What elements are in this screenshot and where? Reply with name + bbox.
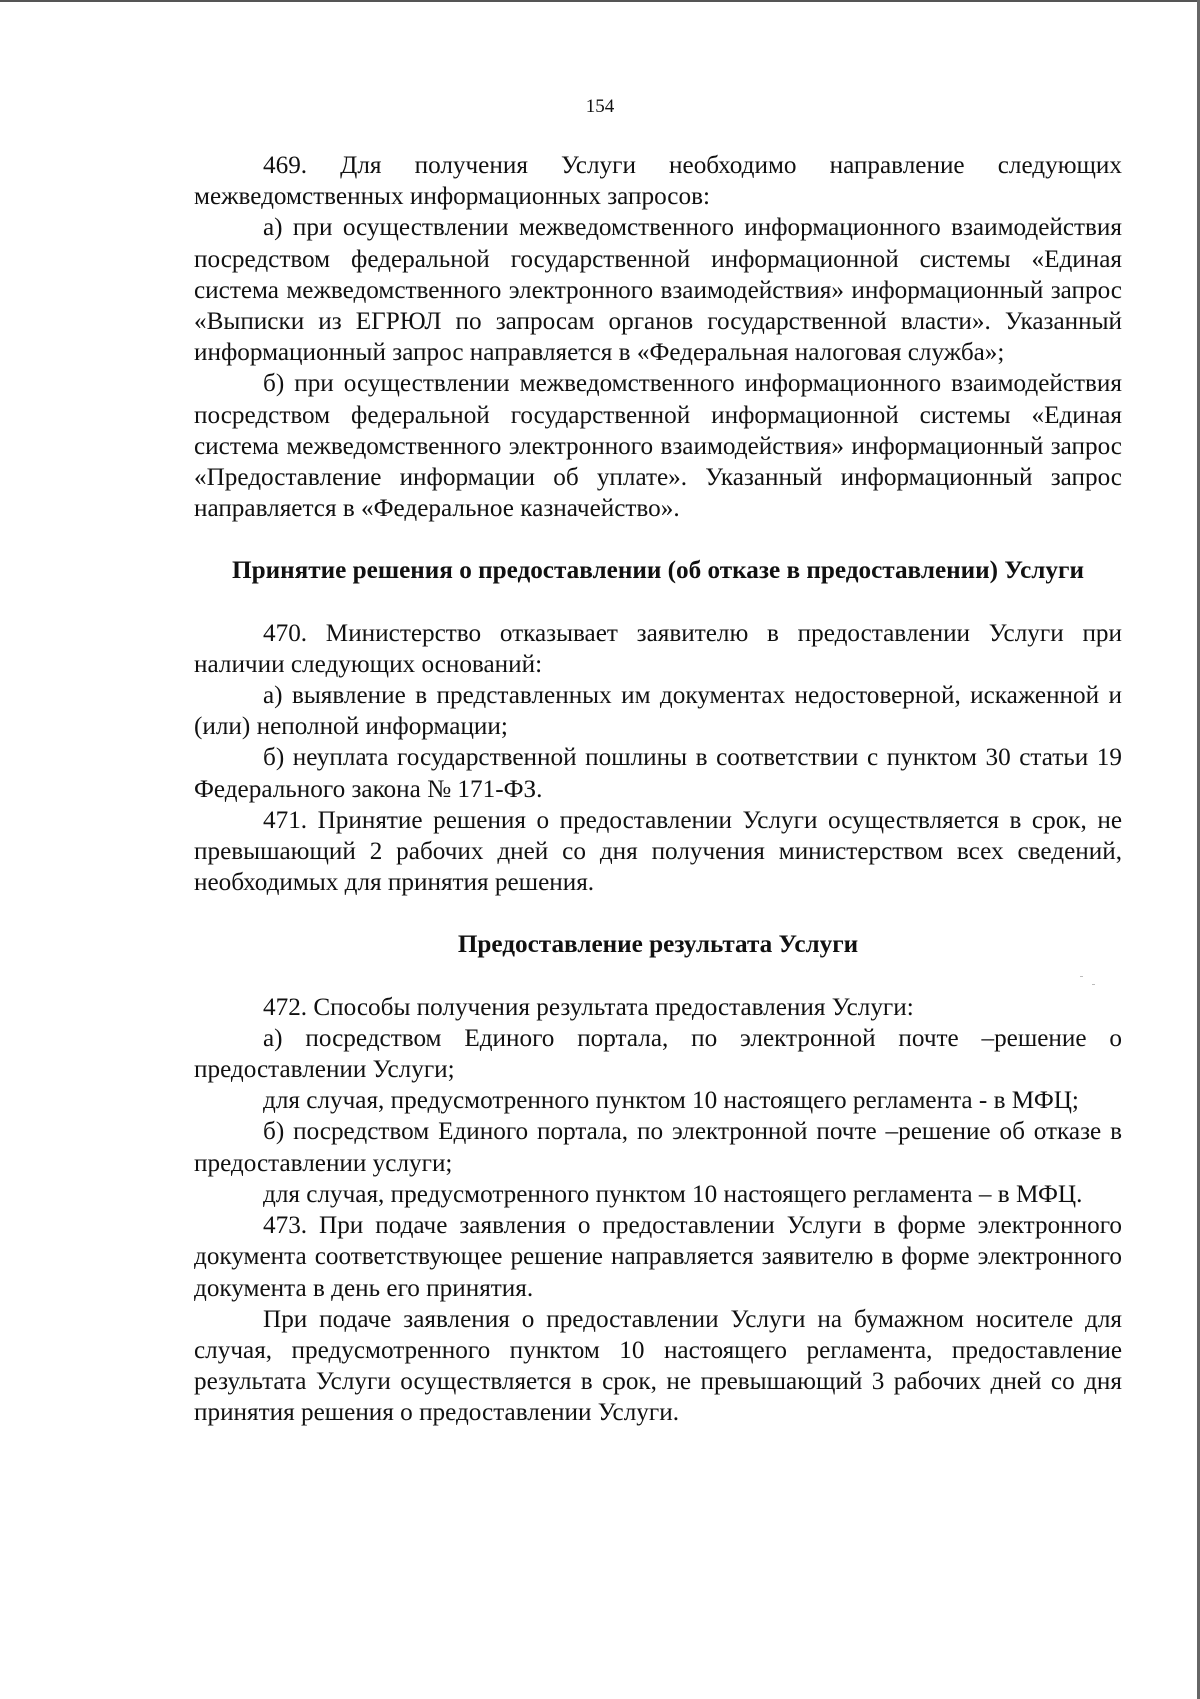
paragraph-473: 473. При подаче заявления о предоставлении Услуги в форме электронного документа соответствующее решение направляется заявителю в форме электронного документа в день его принятия. [194,1212,1122,1302]
scan-speck [1080,976,1083,977]
scan-border-top [0,0,1200,2]
paragraph-469-b: б) при осуществлении межведомственного информационного взаимодействия посредством федеральной государственной информационной системы «Единая система межведомственного электронного взаимодействия» информационный запрос «Предоставление информации об уплате». Указанный информационный запрос направляется в «Федеральное казначейство». [194,370,1122,523]
paragraph-469-a: а) при осуществлении межведомственного информационного взаимодействия посредством федеральной государственной информационной системы «Единая система межведомственного электронного взаимодействия» информационный запрос «Выписки из ЕГРЮЛ по запросам органов государственной власти». Указанный информационный запрос направляется в «Федеральная налоговая служба»; [194,214,1122,367]
paragraph-472-a: а) посредством Единого портала, по электронной почте –решение о предоставлении Услуги; [194,1024,1122,1084]
paragraph-471: 471. Принятие решения о предоставлении Услуги осуществляется в срок, не превышающий 2 рабочих дней со дня получения министерством всех сведений, необходимых для принятия решения. [194,806,1122,897]
page-number: 154 [585,96,615,117]
section-heading-result: Предоставление результата Услуги [457,931,859,959]
section-decision [194,618,1122,899]
paragraph-472-b: б) посредством Единого портала, по электронной почте –решение об отказе в предоставлении услуги; [194,1118,1122,1177]
paragraph-472-a-mfc: для случая, предусмотренного пунктом 10 настоящего регламента - в МФЦ; [263,1087,1079,1115]
paragraph-472-b-mfc: для случая, предусмотренного пунктом 10 настоящего регламента – в МФЦ. [263,1180,1083,1208]
paragraph-472: 472. Способы получения результата предоставления Услуги: [263,993,914,1021]
paragraph-470: 470. Министерство отказывает заявителю в предоставлении Услуги при наличии следующих оснований: [194,619,1122,678]
paragraph-470-a: а) выявление в представленных им документах недостоверной, искаженной и (или) неполной информации; [194,682,1122,741]
paragraph-473-paper: При подаче заявления о предоставлении Услуги на бумажном носителе для случая, предусмотренного пунктом 10 настоящего регламента, предоставление результата Услуги осуществляется в срок, не превышающий 3 рабочих дней со дня принятия решения о предоставлении Услуги. [194,1305,1122,1427]
scan-speck [1092,984,1095,985]
section-requests [194,150,1122,524]
section-heading-decision: Принятие решения о предоставлении (об отказе в предоставлении) Услуги [232,557,1084,585]
paragraph-469: 469. Для получения Услуги необходимо направление следующих межведомственных информационных запросов: [194,152,1122,211]
section-result [194,992,1122,1429]
document-body [194,150,1122,1429]
paragraph-470-b: б) неуплата государственной пошлины в соответствии с пунктом 30 статьи 19 Федерального закона № 171-ФЗ. [194,744,1122,803]
